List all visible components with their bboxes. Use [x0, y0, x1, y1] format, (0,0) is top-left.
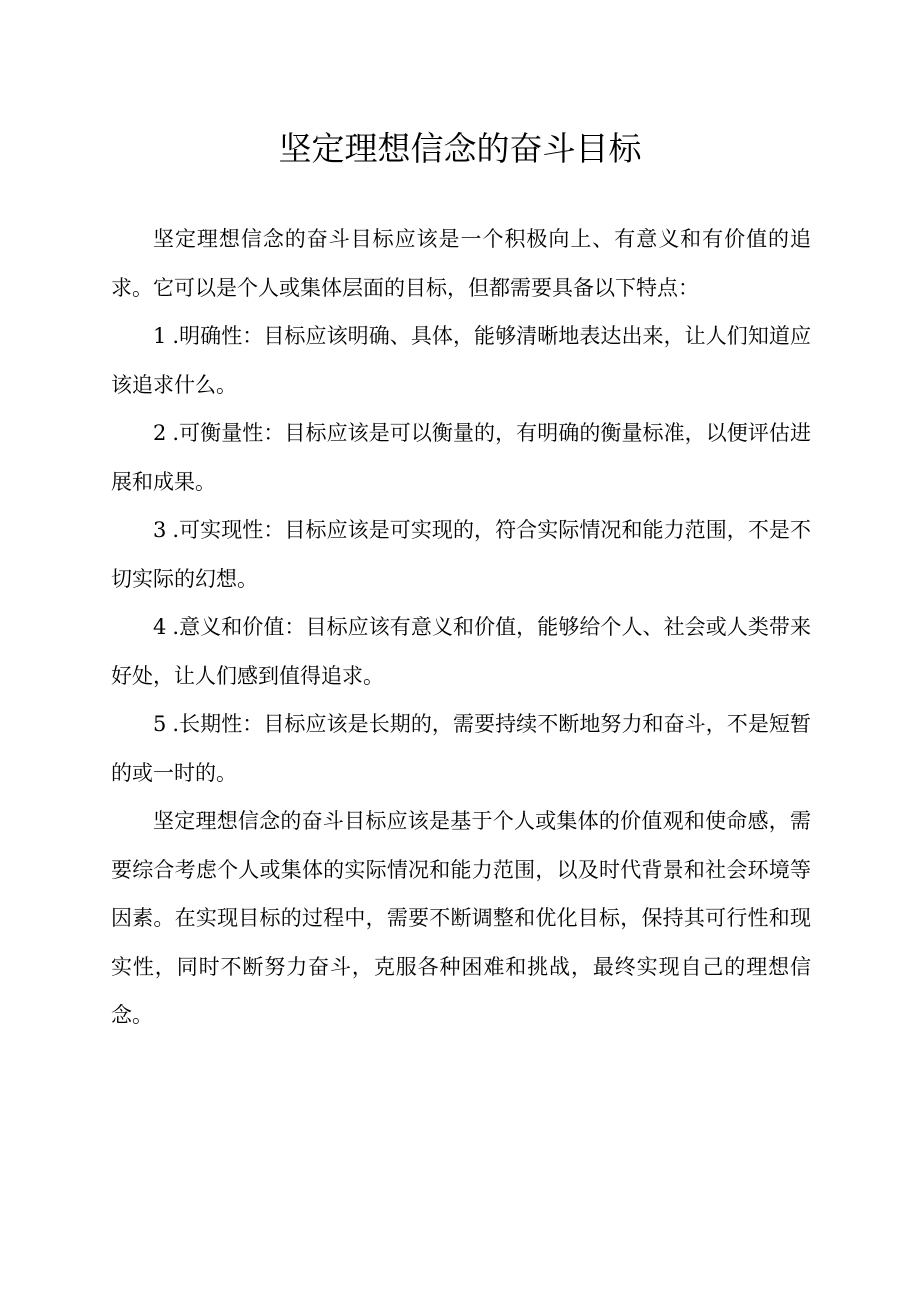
list-item: [111, 700, 811, 797]
list-item-text: .可衡量性：目标应该是可以衡量的，有明确的衡量标准，以便评估进展和成果。: [111, 421, 811, 494]
list-item: [111, 312, 811, 409]
list-item-number: 2: [153, 421, 167, 445]
list-item-text: .长期性：目标应该是长期的，需要持续不断地努力和奋斗，不是短暂的或一时的。: [111, 712, 811, 785]
list-item-number: 5: [153, 712, 167, 736]
intro-paragraph: 坚定理想信念的奋斗目标应该是一个积极向上、有意义和有价值的追求。它可以是个人或集体层面的目标，但都需要具备以下特点：: [111, 227, 811, 300]
list-item-number: 3: [153, 518, 167, 542]
list-item: [111, 409, 811, 506]
document-body: [111, 215, 811, 1040]
list-item-number: 1: [153, 324, 167, 348]
conclusion-paragraph: 坚定理想信念的奋斗目标应该是基于个人或集体的价值观和使命感，需要综合考虑个人或集体的实际情况和能力范围，以及时代背景和社会环境等因素。在实现目标的过程中，需要不断调整和优化目标，保持其可行性和现实性，同时不断努力奋斗，克服各种困难和挑战，最终实现自己的理想信念。: [111, 809, 811, 1027]
list-item-text: .明确性：目标应该明确、具体，能够清晰地表达出来，让人们知道应该追求什么。: [111, 324, 811, 397]
page-title: 坚定理想信念的奋斗目标: [278, 129, 642, 168]
list-item-text: .可实现性：目标应该是可实现的，符合实际情况和能力范围，不是不切实际的幻想。: [111, 518, 811, 591]
list-item: [111, 603, 811, 700]
list-item-text: .意义和价值：目标应该有意义和价值，能够给个人、社会或人类带来好处，让人们感到值得追求。: [111, 615, 811, 688]
list-item: [111, 506, 811, 603]
list-item-number: 4: [153, 615, 167, 639]
